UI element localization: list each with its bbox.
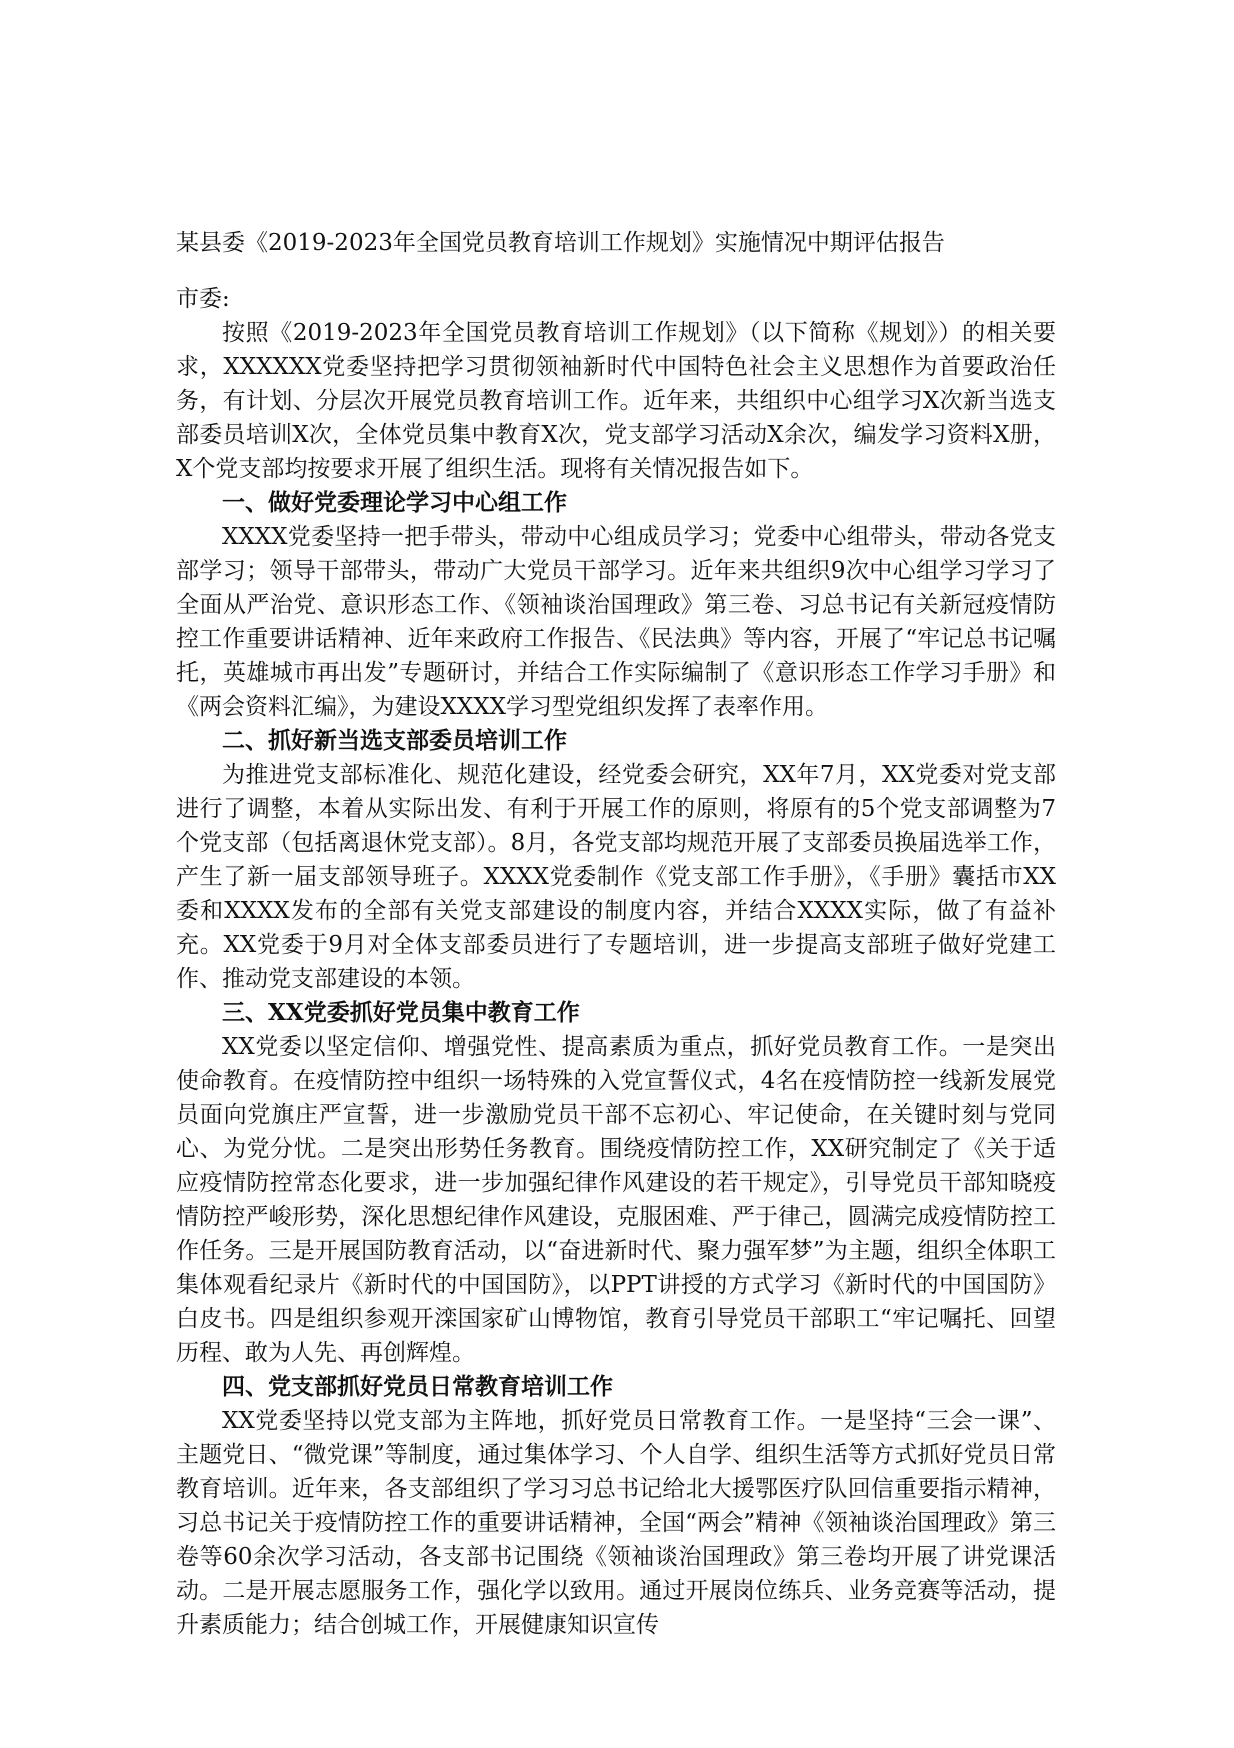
intro-paragraph: 按照《2019-2023年全国党员教育培训工作规划》（以下简称《规划》）的相关要求，XXXXXX党委坚持把学习贯彻领袖新时代中国特色社会主义思想作为首要政治任务，有计划、分层次开展党员教育培训工作。近年来，共组织中心组学习X次新当选支部委员培训X次，全体党员集中教育X次，党支部学习活动X余次，编发学习资料X册，X个党支部均按要求开展了组织生活。现将有关情况报告如下。	[176, 320, 1056, 482]
section-heading-4: 四、党支部抓好党员日常教育培训工作	[222, 1373, 613, 1400]
section-body-4: XX党委坚持以党支部为主阵地，抓好党员日常教育工作。一是坚持“三会一课”、主题党日、“微党课”等制度，通过集体学习、个人自学、组织生活等方式抓好党员日常教育培训。近年来，各支部组织了学习习总书记给北大援鄂医疗队回信重要指示精神，习总书记关于疫情防控工作的重要讲话精神，全国“两会”精神《领袖谈治国理政》第三卷等60余次学习活动，各支部书记围绕《领袖谈治国理政》第三卷均开展了讲党课活动。二是开展志愿服务工作，强化学以致用。通过开展岗位练兵、业务竞赛等活动，提升素质能力；结合创城工作，开展健康知识宣传	[176, 1408, 1056, 1638]
salutation: 市委:	[176, 286, 230, 312]
section-heading-1: 一、做好党委理论学习中心组工作	[222, 489, 567, 516]
section-body-3: XX党委以坚定信仰、增强党性、提高素质为重点，抓好党员教育工作。一是突出使命教育。在疫情防控中组织一场特殊的入党宣誓仪式，4名在疫情防控一线新发展党员面向党旗庄严宣誓，进一步激励党员干部不忘初心、牢记使命，在关键时刻与党同心、为党分忧。二是突出形势任务教育。围绕疫情防控工作，XX研究制定了《关于适应疫情防控常态化要求，进一步加强纪律作风建设的若干规定》，引导党员干部知晓疫情防控严峻形势，深化思想纪律作风建设，克服困难、严于律己，圆满完成疫情防控工作任务。三是开展国防教育活动，以“奋进新时代、聚力强军梦”为主题，组织全体职工集体观看纪录片《新时代的中国国防》，以PPT讲授的方式学习《新时代的中国国防》白皮书。四是组织参观开滦国家矿山博物馆，教育引导党员干部职工“牢记嘱托、回望历程、敢为人先、再创辉煌。	[176, 1034, 1056, 1366]
section-body-2: 为推进党支部标准化、规范化建设，经党委会研究，XX年7月，XX党委对党支部进行了调整，本着从实际出发、有利于开展工作的原则，将原有的5个党支部调整为7个党支部（包括离退休党支部）。8月，各党支部均规范开展了支部委员换届选举工作，产生了新一届支部领导班子。XXXX党委制作《党支部工作手册》，《手册》囊括市XX委和XXXX发布的全部有关党支部建设的制度内容，并结合XXXX实际，做了有益补充。XX党委于9月对全体支部委员进行了专题培训，进一步提高支部班子做好党建工作、推动党支部建设的本领。	[176, 762, 1056, 992]
section-heading-2: 二、抓好新当选支部委员培训工作	[222, 727, 567, 754]
section-body-1: XXXX党委坚持一把手带头，带动中心组成员学习；党委中心组带头，带动各党支部学习；领导干部带头，带动广大党员干部学习。近年来共组织9次中心组学习学习了全面从严治党、意识形态工作、《领袖谈治国理政》第三卷、习总书记有关新冠疫情防控工作重要讲话精神、近年来政府工作报告、《民法典》等内容，开展了“牢记总书记嘱托，英雄城市再出发”专题研讨，并结合工作实际编制了《意识形态工作学习手册》和《两会资料汇编》，为建设XXXX学习型党组织发挥了表率作用。	[176, 524, 1056, 720]
document-page	[176, 226, 1056, 1642]
document-title: 某县委《2019-2023年全国党员教育培训工作规划》实施情况中期评估报告	[176, 230, 945, 256]
section-heading-3: 三、XX党委抓好党员集中教育工作	[222, 999, 580, 1026]
